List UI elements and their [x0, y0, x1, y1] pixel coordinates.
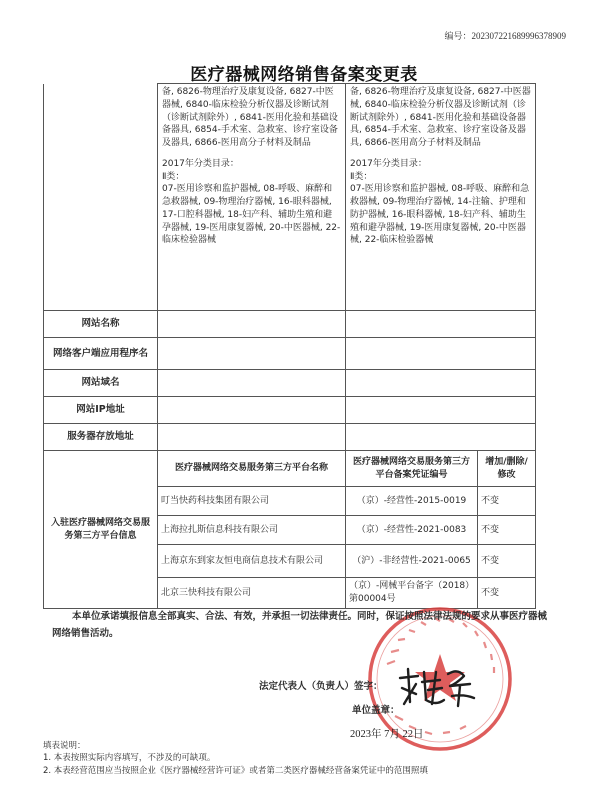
website-name-before: [158, 311, 346, 338]
scope-after-cell: [346, 84, 536, 311]
website-name-label: 网站名称: [44, 311, 158, 338]
server-row: [44, 424, 536, 451]
website-name-row: [44, 311, 536, 338]
platform-status: 不变: [478, 487, 536, 516]
app-name-label: 网络客户端应用程序名: [44, 338, 158, 370]
signing-date: 2023年 7月 22日: [350, 729, 424, 740]
scope-before-class: Ⅱ类：: [162, 171, 185, 182]
platform-status-header: 增加/删除/修改: [478, 451, 536, 487]
platform-name-header: 医疗器械网络交易服务第三方平台名称: [158, 451, 346, 487]
platform-code: （京）-网械平台备字（2018）第00004号: [346, 578, 478, 609]
platform-code: （沪）-非经营性-2021-0065: [346, 545, 478, 578]
scope-before-2017: 07-医用诊察和监护器械, 08-呼吸、麻醉和急救器械, 09-物理治疗器械, 16-眼科器械, 17-口腔科器械, 18-妇产科、辅助生殖和避孕器械, 19-医用康复器械, 20-中医器械, 22-临床检验器械: [162, 184, 341, 246]
server-addr-label: 服务器存放地址: [44, 424, 158, 451]
platform-name: 叮当快药科技集团有限公司: [158, 487, 346, 516]
handwritten-signature-icon: [396, 664, 478, 710]
platform-status: 不变: [478, 516, 536, 545]
domain-row: [44, 370, 536, 397]
platform-name: 上海京东到家友恒电商信息技术有限公司: [158, 545, 346, 578]
scope-before-2017-heading: 2017年分类目录：: [162, 158, 239, 169]
filling-notes: [43, 740, 603, 777]
platform-code: （京）-经营性-2015-0019: [346, 487, 478, 516]
server-addr-before: [158, 424, 346, 451]
scope-after-2017: 07-医用诊察和监护器械, 08-呼吸、麻醉和急救器械, 09-物理治疗器械, 14-注输、护理和防护器械, 16-眼科器械, 18-妇产科、辅助生殖和避孕器械, 19-医用康复器械, 20-中医器械, 22-临床检验器械: [350, 184, 530, 246]
website-name-after: [346, 311, 536, 338]
platform-name: 北京三快科技有限公司: [158, 578, 346, 609]
note-2: 2. 本表经营范围应当按照企业《医疗器械经营许可证》或者第二类医疗器械经营备案凭证中的范围照填: [43, 765, 428, 776]
platform-status: 不变: [478, 578, 536, 609]
scope-before-cell: [158, 84, 346, 311]
scope-row: [44, 84, 536, 311]
ip-label: 网站IP地址: [44, 397, 158, 424]
domain-before: [158, 370, 346, 397]
platform-header-row: [44, 451, 536, 487]
filing-table: [43, 83, 536, 609]
domain-after: [346, 370, 536, 397]
app-name-row: [44, 338, 536, 370]
domain-label: 网站域名: [44, 370, 158, 397]
platform-code-header: 医疗器械网络交易服务第三方平台备案凭证编号: [346, 451, 478, 487]
platform-status: 不变: [478, 545, 536, 578]
legal-rep-signature-label: 法定代表人（负责人）签字：: [259, 681, 383, 692]
ip-before: [158, 397, 346, 424]
scope-after-2017-heading: 2017年分类目录：: [350, 158, 427, 169]
ip-after: [346, 397, 536, 424]
ip-row: [44, 397, 536, 424]
serial-number: 编号：20230722168999637890​9: [444, 31, 566, 41]
app-name-after: [346, 338, 536, 370]
form-title: 医疗器械网络销售备案变更表: [190, 65, 418, 85]
note-1: 1. 本表按照实际内容填写，不涉及的可缺项。: [43, 753, 216, 764]
platform-label: 入驻医疗器械网络交易服务第三方平台信息: [44, 451, 158, 609]
app-name-before: [158, 338, 346, 370]
server-addr-after: [346, 424, 536, 451]
scope-after-2002: 备, 6826-物理治疗及康复设备, 6827-中医器械, 6840-临床检验分析仪器及诊断试剂（诊断试剂除外）, 6841-医用化验和基础设备器具, 6854-手术室、急救室、诊疗室设备及器具, 6866-医用高分子材料及制品: [350, 87, 531, 149]
notes-heading: 填表说明：: [43, 741, 86, 751]
scope-before-2002: 备, 6826-物理治疗及康复设备, 6827-中医器械, 6840-临床检验分析仪器及诊断试剂（诊断试剂除外）, 6841-医用化验和基础设备器具, 6854-手术室、急救室、诊疗室设备及器具, 6866-医用高分子材料及制品: [162, 87, 338, 149]
platform-code: （京）-经营性-2021-0083: [346, 516, 478, 545]
platform-name: 上海拉扎斯信息科技有限公司: [158, 516, 346, 545]
unit-seal-label: 单位盖章：: [352, 705, 400, 716]
declaration-text: 本单位承诺填报信息全部真实、合法、有效，并承担一切法律责任。同时，保证按照法律法规的要求从事医疗器械网络销售活动。: [52, 611, 547, 639]
scope-after-class: Ⅱ类：: [350, 171, 373, 182]
